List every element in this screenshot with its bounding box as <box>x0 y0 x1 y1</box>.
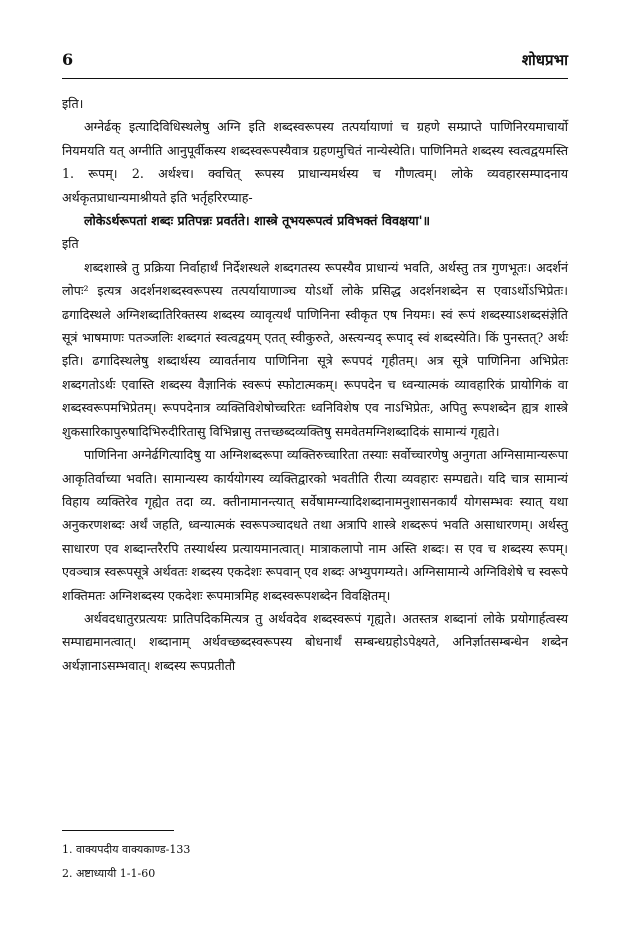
body-text <box>62 92 568 677</box>
running-title: शोधप्रभा <box>521 51 568 69</box>
footnote-2: 2. अष्टाध्यायी 1-1-60 <box>62 867 156 880</box>
footnote-rule <box>62 830 174 831</box>
paragraph: अग्नेर्ढक् इत्यादिविधिस्थलेषु अग्नि इति शब्दस्वरूपस्य तत्पर्यायाणां च ग्रहणे सम्प्राप्ते पाणिनिरयमाचार्यो नियमयति यत् अग्नीति आनुपूर्वीकस्य शब्दस्वरूपस्यैवात्र ग्रहणमुचितं नान्येस्येति। पाणिनिमते शब्दस्य स्वत्वद्वयमस्ति 1. रूपम्। 2. अर्थश्च। क्वचित् रूपस्य प्राधान्यमर्थस्य च गौणत्वम्। लोके व्यवहारसम्पादनाय अर्थकृतप्राधान्यमाश्रीयते इति भर्तृहरिरप्याह- <box>62 119 568 205</box>
footnote-1: 1. वाक्यपदीय वाक्यकाण्ड-133 <box>62 843 191 856</box>
paragraph: अर्थवदधातुरप्रत्ययः प्रातिपदिकमित्यत्र तु अर्थवदेव शब्दस्वरूपं गृह्यते। अतस्तत्र शब्दानां लोके प्रयोगार्हत्वस्य सम्पाद्यमानत्वात्। शब्दानाम् अर्थवच्छब्दस्वरूपस्य बोधनार्थं सम्बन्धग्रहोऽपेक्ष्यते, अनिर्ज्ञातसम्बन्धेन शब्देन अर्थज्ञानाऽसम्भवात्। शब्दस्य रूपप्रतीतौ <box>62 610 568 673</box>
page-number: 6 <box>62 50 74 69</box>
paragraph: पाणिनिना अग्नेर्ढगित्यादिषु या अग्निशब्दरूपा व्यक्तिरुच्चारिता तस्याः सर्वोच्चारणेषु अनुगता अग्निसामान्यरूपा आकृतिर्वाच्या भवति। सामान्यस्य कार्ययोगस्य व्यक्तिद्वारको भवतीति रीत्या व्यवहारः सम्पद्यते। यदि चात्र सामान्यं विहाय व्यक्तिरेव गृह्येत तदा व्य. क्तीनामानन्त्यात् सर्वेषामग्न्यादिशब्दानामनुशासनकार्यं योगसम्भवः स्यात् यथा अनुकरणशब्दः अर्थं जहति, ध्वन्यात्मकं स्वरूपञ्चादधते तथा अत्रापि शास्त्रे शब्दरूपं भवति असाधारणम्। अर्थस्तु साधारण एव शब्दान्तरैरपि तस्यार्थस्य प्रत्यायमानत्वात्। मात्राकलापो नाम अस्ति शब्दः। स एव च शब्दस्य रूपम्। एवञ्चात्र स्वरूपसूत्रे अर्थवतः शब्दस्य एकदेशः रूपवान् एव शब्दः अभ्युपगम्यते। अग्निसामान्ये अग्निविशेषे च स्वरूपे शक्तिमतः अग्निशब्दस्य एकदेशः रूपमात्रमिह शब्दस्वरूपशब्देन विवक्षितम्। <box>62 447 568 603</box>
paragraph: शब्दशास्त्रे तु प्रक्रिया निर्वाहार्थं निर्देशस्थले शब्दगतस्य रूपस्यैव प्राधान्यं भवति, अर्थस्तु तत्र गुणभूतः। अदर्शनं लोपः² इत्यत्र अदर्शनशब्दस्वरूपस्य तत्पर्यायाणाञ्च योऽर्थो लोके प्रसिद्ध अदर्शनशब्देन स एवाऽर्थोऽभिप्रेतः। ढगादिस्थले अग्निशब्दातिरिक्तस्य शब्दस्य व्यावृत्यर्थं पाणिनिना स्वीकृत एष नियमः। स्वं रूपं शब्दस्याऽशब्दसंज्ञेति सूत्रं भाषमाणः पतञ्जलिः शब्दगतं स्वत्वद्वयम् एतत् स्वीकुरुते, अस्त्यन्यद् रूपाद् स्वं शब्दस्येति। किं पुनस्तत्? अर्थः इति। ढगादिस्थलेषु शब्दार्थस्य व्यावर्तनाय पाणिनिना सूत्रे रूपपदं गृहीतम्। अत्र सूत्रे पाणिनिना अभिप्रेतः शब्दगतोऽर्थः एवास्ति शब्दस्य वैज्ञानिकं स्वरूपं स्फोटात्मकम्। रूपपदेन च ध्वन्यात्मकं व्यावहारिकं प्रायोगिकं वा शब्दस्वरूपमभिप्रेतम्। रूपपदेनात्र व्यक्तिविशेषोच्चरितः ध्वनिविशेष एव नाऽभिप्रेतः, अपितु रूपशब्देन ह्यत्र शास्त्रे शुकसारिकापुरुषादिभिरुदीरितासु विभिन्नासु तत्तच्छब्दव्यक्तिषु समवेतमग्निशब्दादिकं सामान्यं गृह्यते। <box>62 259 568 439</box>
header-rule <box>62 78 568 79</box>
page-header <box>62 50 568 74</box>
paragraph: इति। <box>62 96 84 111</box>
paragraph: इति <box>62 236 79 252</box>
paragraph: लोकेऽर्थरूपतां शब्दः प्रतिपन्नः प्रवर्तते। शास्त्रे तूभयरूपत्वं प्रविभक्तं विवक्षया'॥ <box>84 213 431 229</box>
footnotes <box>62 838 190 886</box>
